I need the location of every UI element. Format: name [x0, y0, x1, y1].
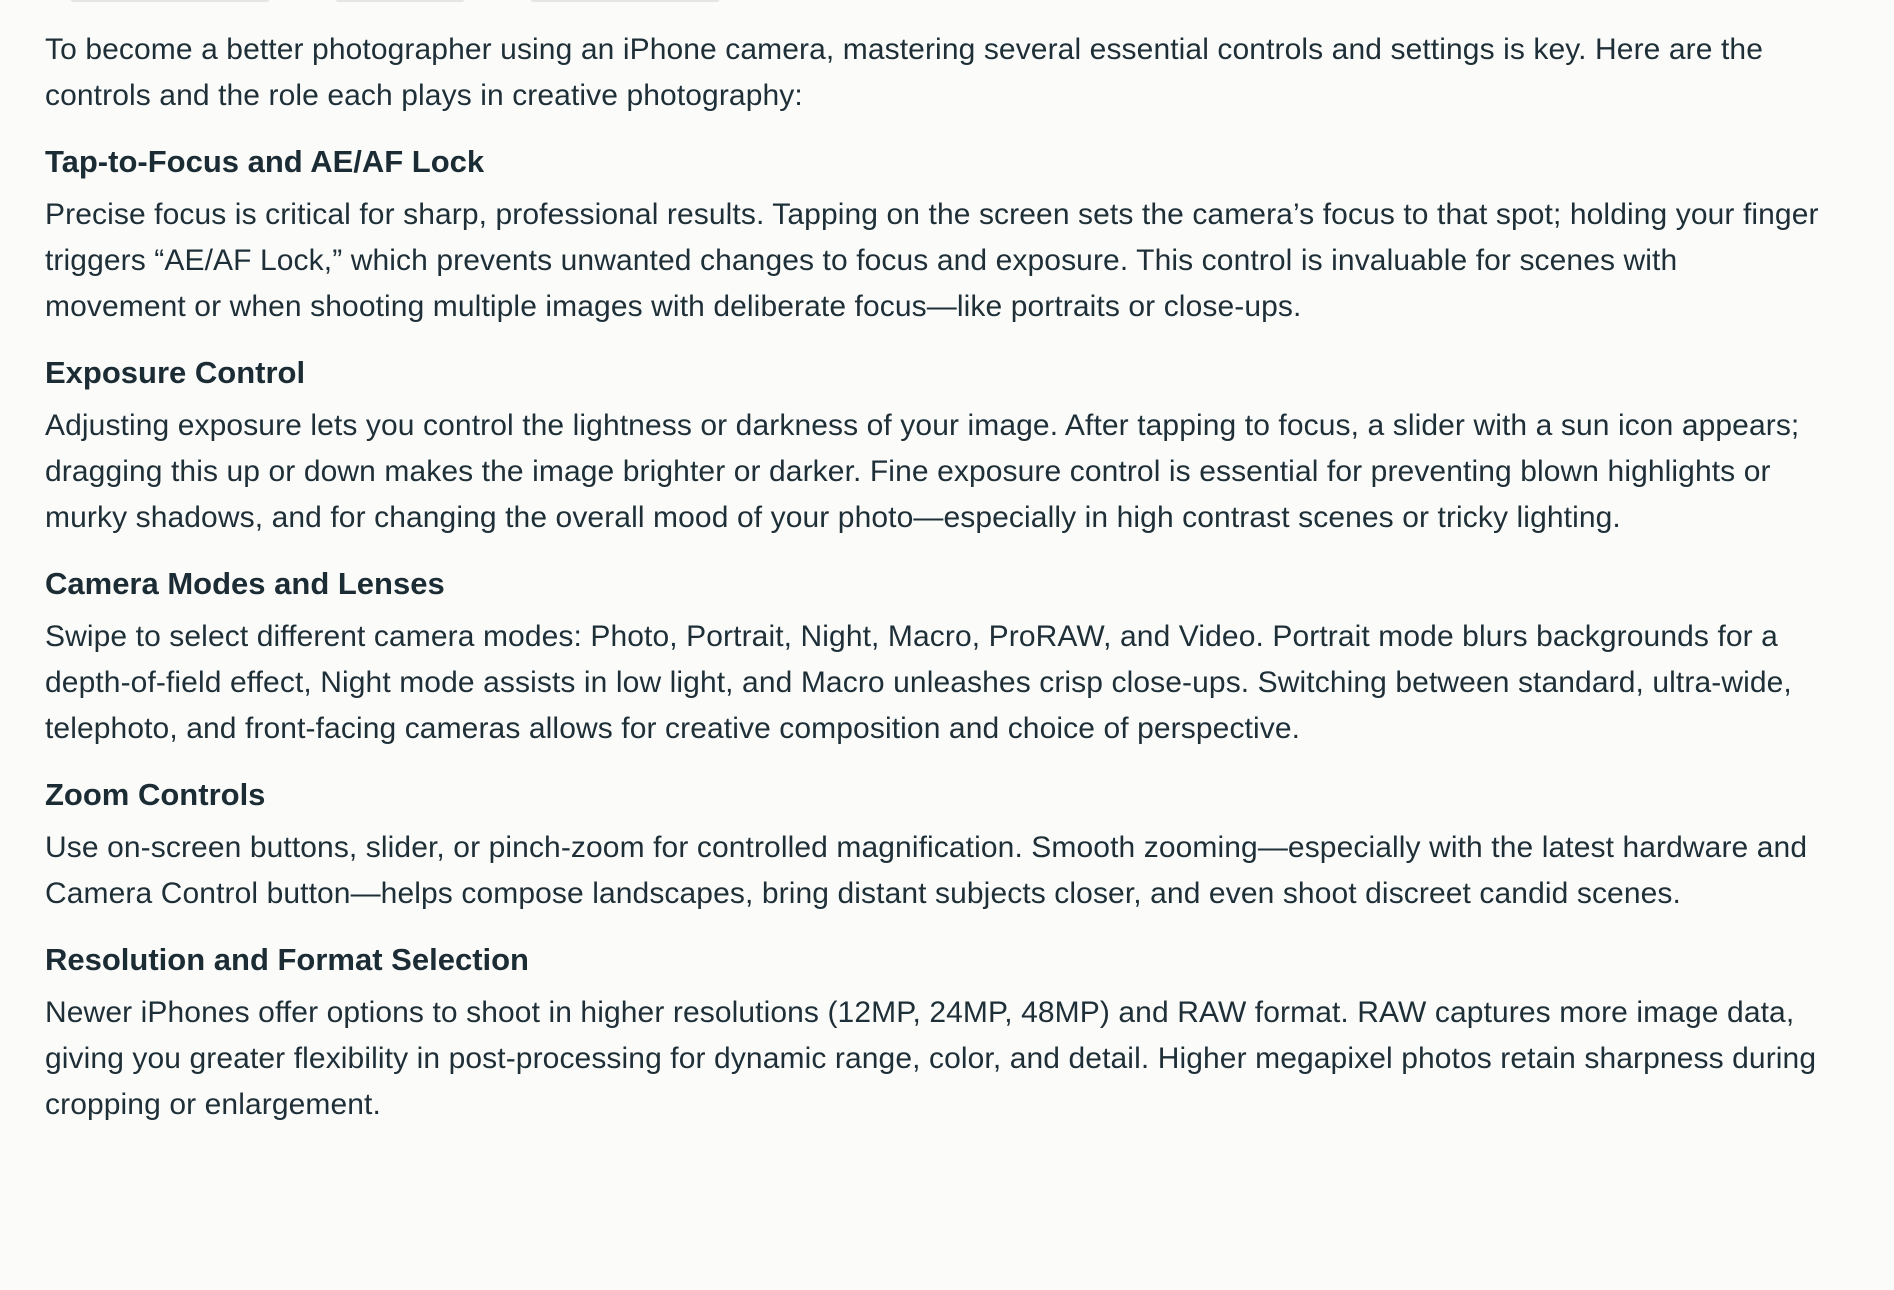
section-body: Use on-screen buttons, slider, or pinch-zoom for controlled magnification. Smooth zooming—especially with the latest hardware and Camera Control button—helps compose landscapes, bring distant subjects closer, and even shoot discreet candid scenes. [45, 831, 1808, 910]
section-body: Newer iPhones offer options to shoot in higher resolutions (12MP, 24MP, 48MP) and RAW format. RAW captures more image data, giving you greater flexibility in post-processing for dynamic range, color, and detail. Higher megapixel photos retain sharpness during cropping or enlargement. [45, 996, 1817, 1121]
section-tap-to-focus [45, 142, 1824, 330]
section-camera-modes [45, 564, 1824, 752]
section-body: Swipe to select different camera modes: Photo, Portrait, Night, Macro, ProRAW, and Video. Portrait mode blurs backgrounds for a depth-of-field effect, Night mode assists in low light, and Macro unleashes crisp close-ups. Switching between standard, ultra-wide, telephoto, and front-facing cameras allows for creative composition and choice of perspective. [45, 620, 1792, 745]
section-exposure-control [45, 353, 1824, 541]
intro-paragraph: To become a better photographer using an iPhone camera, mastering several essential controls and settings is key. Here are the controls and the role each plays in creative photography: [45, 33, 1763, 112]
cropped-element [335, 0, 465, 2]
section-resolution-format [45, 940, 1824, 1128]
section-body: Precise focus is critical for sharp, professional results. Tapping on the screen sets the camera’s focus to that spot; holding your finger triggers “AE/AF Lock,” which prevents unwanted changes to focus and exposure. This control is invaluable for scenes with movement or when shooting multiple images with deliberate focus—like portraits or close-ups. [45, 198, 1819, 323]
cropped-element [530, 0, 720, 2]
section-heading: Tap-to-Focus and AE/AF Lock [45, 144, 485, 179]
section-heading: Zoom Controls [45, 777, 266, 812]
section-heading: Exposure Control [45, 355, 306, 390]
section-body: Adjusting exposure lets you control the lightness or darkness of your image. After tapping to focus, a slider with a sun icon appears; dragging this up or down makes the image brighter or darker. Fine exposure control is essential for preventing blown highlights or murky shadows, and for changing the overall mood of your photo—especially in high contrast scenes or tricky lighting. [45, 409, 1800, 534]
section-heading: Camera Modes and Lenses [45, 566, 445, 601]
section-zoom-controls [45, 775, 1824, 917]
cropped-element [70, 0, 270, 2]
section-heading: Resolution and Format Selection [45, 942, 529, 977]
